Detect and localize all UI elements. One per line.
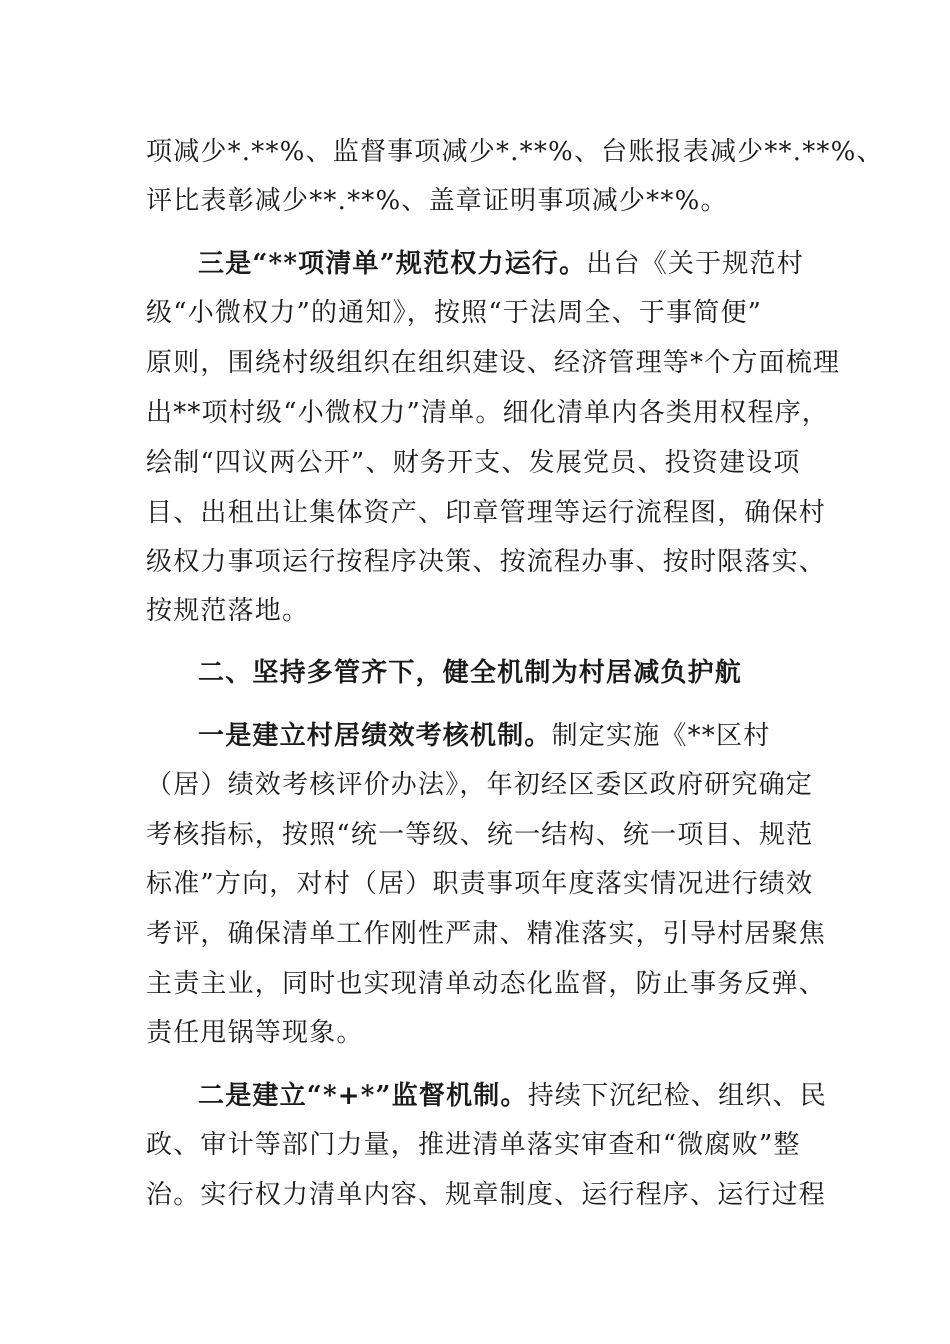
text-line: 绘制“四议两公开”、财务开支、发展党员、投资建设项 xyxy=(146,448,801,478)
text-line: 按规范落地。 xyxy=(146,596,310,626)
paragraph-first-line xyxy=(198,716,828,756)
paragraph-lead-bold: 二是建立“*+*”监督机制。 xyxy=(198,1081,528,1111)
paragraph-first-line xyxy=(198,1076,828,1116)
paragraph-lead-bold: 三是“**项清单”规范权力运行。 xyxy=(198,249,587,279)
text-line: 级权力事项运行按程序决策、按流程办事、按时限落实、 xyxy=(146,547,827,577)
text-line: 主责主业，同时也实现清单动态化监督，防止事务反弹、 xyxy=(146,969,827,999)
text-line: 原则，围绕村级组织在组织建设、经济管理等*个方面梳理 xyxy=(146,348,841,378)
text-line: 考评，确保清单工作刚性严肃、精准落实，引导村居聚焦 xyxy=(146,919,827,949)
text-line: 治。实行权力清单内容、规章制度、运行程序、运行过程 xyxy=(146,1180,827,1210)
text-line: 级“小微权力”的通知》，按照“于法周全、于事简便” xyxy=(146,298,763,328)
text-line: 政、审计等部门力量，推进清单落实审查和“微腐败”整 xyxy=(146,1130,801,1160)
paragraph-text: 出台《关于规范村 xyxy=(586,249,804,279)
text-line: 评比表彰减少**.**%、盖章证明事项减少**%。 xyxy=(146,186,728,216)
paragraph-first-line xyxy=(198,244,828,284)
text-line: 标准”方向，对村（居）职责事项年度落实情况进行绩效 xyxy=(146,869,814,899)
text-line: 项减少*.**%、监督事项减少*.**%、台账报表减少**.**%、 xyxy=(146,137,884,167)
paragraph-lead-bold: 一是建立村居绩效考核机制。 xyxy=(198,721,552,751)
text-line: （居）绩效考核评价办法》，年初经区委区政府研究确定 xyxy=(146,770,814,800)
section-heading: 二、坚持多管齐下，健全机制为村居减负护航 xyxy=(198,658,743,688)
text-line: 考核指标，按照“统一等级、统一结构、统一项目、规范 xyxy=(146,820,814,850)
paragraph-text: 制定实施《**区村 xyxy=(551,721,771,751)
text-line: 责任甩锅等现象。 xyxy=(146,1018,364,1048)
text-line: 出**项村级“小微权力”清单。细化清单内各类用权程序， xyxy=(146,398,829,428)
text-line: 目、出租出让集体资产、印章管理等运行流程图，确保村 xyxy=(146,498,827,528)
paragraph-text: 持续下沉纪检、组织、民 xyxy=(527,1081,827,1111)
